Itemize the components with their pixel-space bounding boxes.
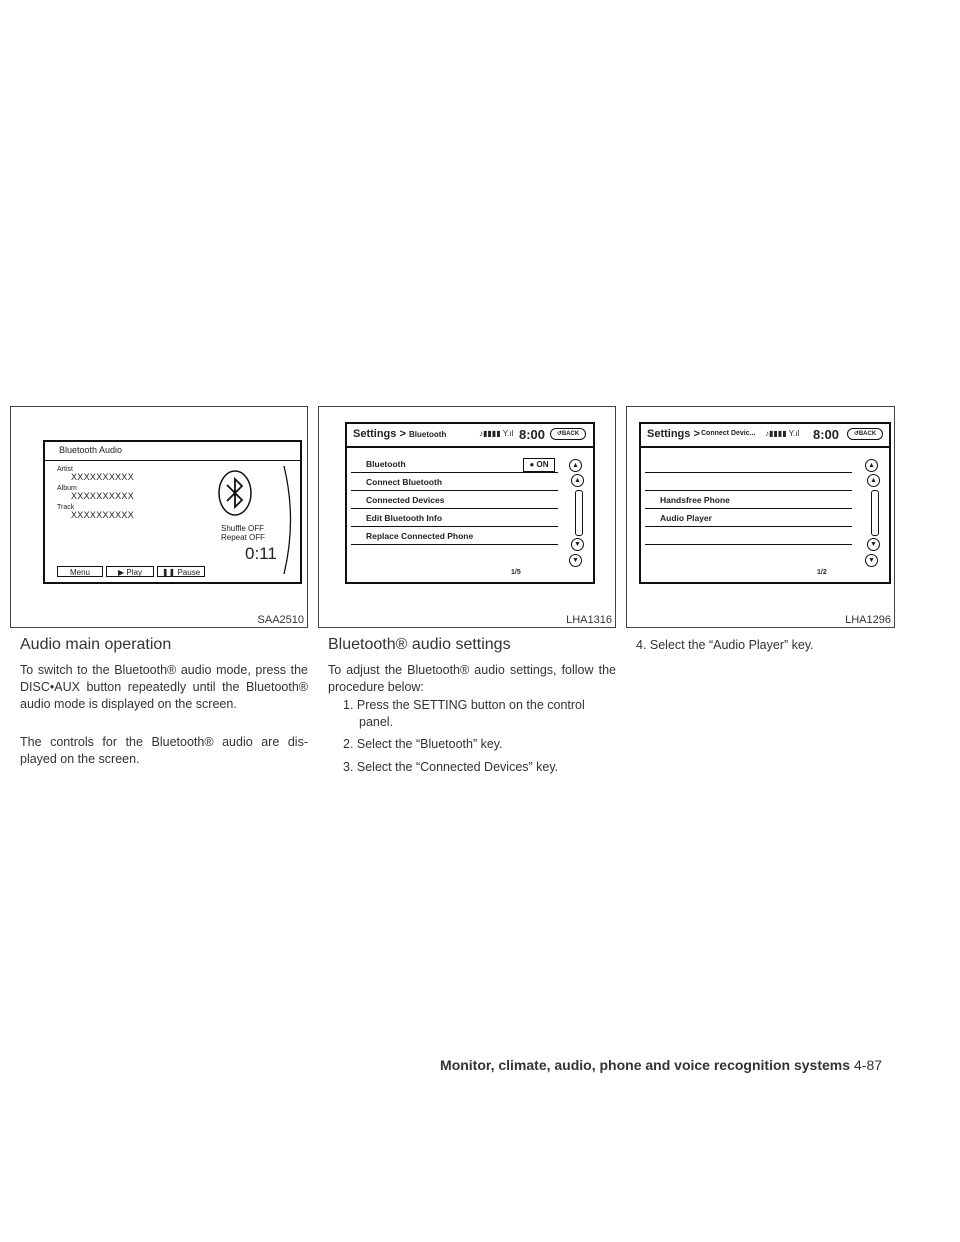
menu-item-label: Edit Bluetooth Info bbox=[366, 513, 443, 523]
scroll-down-icon[interactable]: ▼ bbox=[571, 538, 584, 551]
menu-item-empty[interactable] bbox=[645, 474, 852, 491]
menu-item-label: Connected Devices bbox=[366, 495, 445, 505]
page-indicator: 1/5 bbox=[511, 569, 521, 576]
screen-header bbox=[347, 424, 593, 448]
paragraph-switch-mode: To switch to the Bluetooth® audio mode, press the DISC•AUX button repeatedly until the Bluetooth® audio mode is displayed on the screen. bbox=[20, 663, 308, 711]
status-icons: ♪▮▮▮▮ Y.ıl bbox=[479, 429, 514, 438]
menu-item-label: Bluetooth bbox=[366, 459, 406, 469]
settings-breadcrumb: Settings > bbox=[647, 428, 700, 440]
play-label: Play bbox=[126, 568, 142, 577]
back-label: BACK bbox=[858, 431, 877, 437]
clock: 8:00 bbox=[519, 427, 546, 442]
toggle-label: ON bbox=[536, 460, 549, 469]
settings-bluetooth-screen bbox=[345, 422, 595, 584]
play-icon: ▶ bbox=[118, 568, 127, 577]
track-label: Track bbox=[57, 504, 75, 511]
scroll-down-icon[interactable]: ▼ bbox=[867, 538, 880, 551]
step-4: 4. Select the “Audio Player” key. bbox=[636, 638, 814, 652]
menu-item-replace-connected-phone[interactable] bbox=[351, 528, 558, 545]
section-heading-audio-main: Audio main operation bbox=[20, 636, 172, 653]
settings-breadcrumb: Settings > bbox=[353, 428, 406, 440]
menu-item-label: Audio Player bbox=[660, 513, 712, 523]
back-button[interactable] bbox=[550, 428, 586, 440]
scroll-bottom-icon[interactable]: ▼ bbox=[569, 554, 582, 567]
pause-label: Pause bbox=[177, 568, 201, 577]
menu-item-empty[interactable] bbox=[645, 456, 852, 473]
screen-title: Bluetooth Audio bbox=[59, 445, 123, 455]
step-1: 1. Press the SETTING button on the control panel. bbox=[343, 698, 585, 729]
scroll-arc bbox=[281, 462, 297, 578]
divider bbox=[45, 460, 300, 461]
back-label: BACK bbox=[561, 431, 580, 437]
settings-connect-devices-screen bbox=[639, 422, 891, 584]
menu-item-connected-devices[interactable] bbox=[351, 492, 558, 509]
artist-value: XXXXXXXXXX bbox=[71, 472, 135, 482]
page-indicator: 1/2 bbox=[817, 569, 827, 576]
paragraph-intro: To adjust the Bluetooth® audio settings, follow the procedure below: bbox=[328, 663, 616, 694]
toggle-dot-icon: ● bbox=[529, 460, 537, 469]
back-icon: ↺ bbox=[853, 431, 859, 437]
bluetooth-icon bbox=[215, 468, 255, 518]
chapter-title: Monitor, climate, audio, phone and voice recognition systems bbox=[440, 1057, 850, 1073]
menu-item-label: Replace Connected Phone bbox=[366, 531, 474, 541]
shuffle-status: Shuffle OFF bbox=[221, 524, 264, 533]
album-label: Album bbox=[57, 485, 77, 492]
figure-code: LHA1296 bbox=[845, 614, 891, 626]
breadcrumb-sub: Connect Devic... bbox=[701, 430, 756, 437]
pause-button[interactable] bbox=[157, 566, 205, 577]
back-icon: ↺ bbox=[556, 431, 562, 437]
step-2: 2. Select the “Bluetooth” key. bbox=[343, 737, 503, 751]
page-number: 4-87 bbox=[854, 1057, 883, 1073]
figure-code: SAA2510 bbox=[257, 614, 304, 626]
menu-label: Menu bbox=[69, 568, 90, 577]
section-heading-bluetooth-settings: Bluetooth® audio settings bbox=[328, 636, 511, 653]
breadcrumb-sub: Bluetooth bbox=[409, 430, 447, 439]
figure-bluetooth-audio bbox=[10, 406, 308, 628]
menu-item-handsfree-phone[interactable] bbox=[645, 492, 852, 509]
screen-header bbox=[641, 424, 889, 448]
scrollbar[interactable] bbox=[871, 490, 879, 536]
figure-bluetooth-settings bbox=[318, 406, 616, 628]
elapsed-time: 0:11 bbox=[245, 544, 277, 563]
menu-item-label: Connect Bluetooth bbox=[366, 477, 443, 487]
step-3: 3. Select the “Connected Devices” key. bbox=[343, 760, 559, 774]
status-icons: ♪▮▮▮▮ Y.ıl bbox=[765, 429, 800, 438]
scroll-up-icon[interactable]: ▲ bbox=[867, 474, 880, 487]
scroll-up-icon[interactable]: ▲ bbox=[571, 474, 584, 487]
repeat-status: Repeat OFF bbox=[221, 533, 266, 542]
menu-item-audio-player[interactable] bbox=[645, 510, 852, 527]
menu-item-label: Handsfree Phone bbox=[660, 495, 730, 505]
play-button[interactable] bbox=[106, 566, 154, 577]
clock: 8:00 bbox=[813, 427, 840, 442]
scrollbar[interactable] bbox=[575, 490, 583, 536]
track-value: XXXXXXXXXX bbox=[71, 510, 135, 520]
pause-icon: ❚❚ bbox=[161, 568, 178, 577]
artist-label: Artist bbox=[57, 466, 73, 473]
menu-item-connect-bluetooth[interactable] bbox=[351, 474, 558, 491]
menu-item-empty[interactable] bbox=[645, 528, 852, 545]
album-value: XXXXXXXXXX bbox=[71, 491, 135, 501]
menu-item-edit-bluetooth-info[interactable] bbox=[351, 510, 558, 527]
back-button[interactable] bbox=[847, 428, 883, 440]
bluetooth-audio-screen bbox=[43, 440, 302, 584]
menu-button[interactable] bbox=[57, 566, 103, 577]
figure-code: LHA1316 bbox=[566, 614, 612, 626]
scroll-top-icon[interactable]: ▲ bbox=[569, 459, 582, 472]
paragraph-controls: The controls for the Bluetooth® audio are dis-played on the screen. bbox=[20, 735, 308, 766]
bluetooth-toggle[interactable] bbox=[523, 458, 555, 472]
scroll-bottom-icon[interactable]: ▼ bbox=[865, 554, 878, 567]
figure-connected-devices bbox=[626, 406, 895, 628]
scroll-top-icon[interactable]: ▲ bbox=[865, 459, 878, 472]
